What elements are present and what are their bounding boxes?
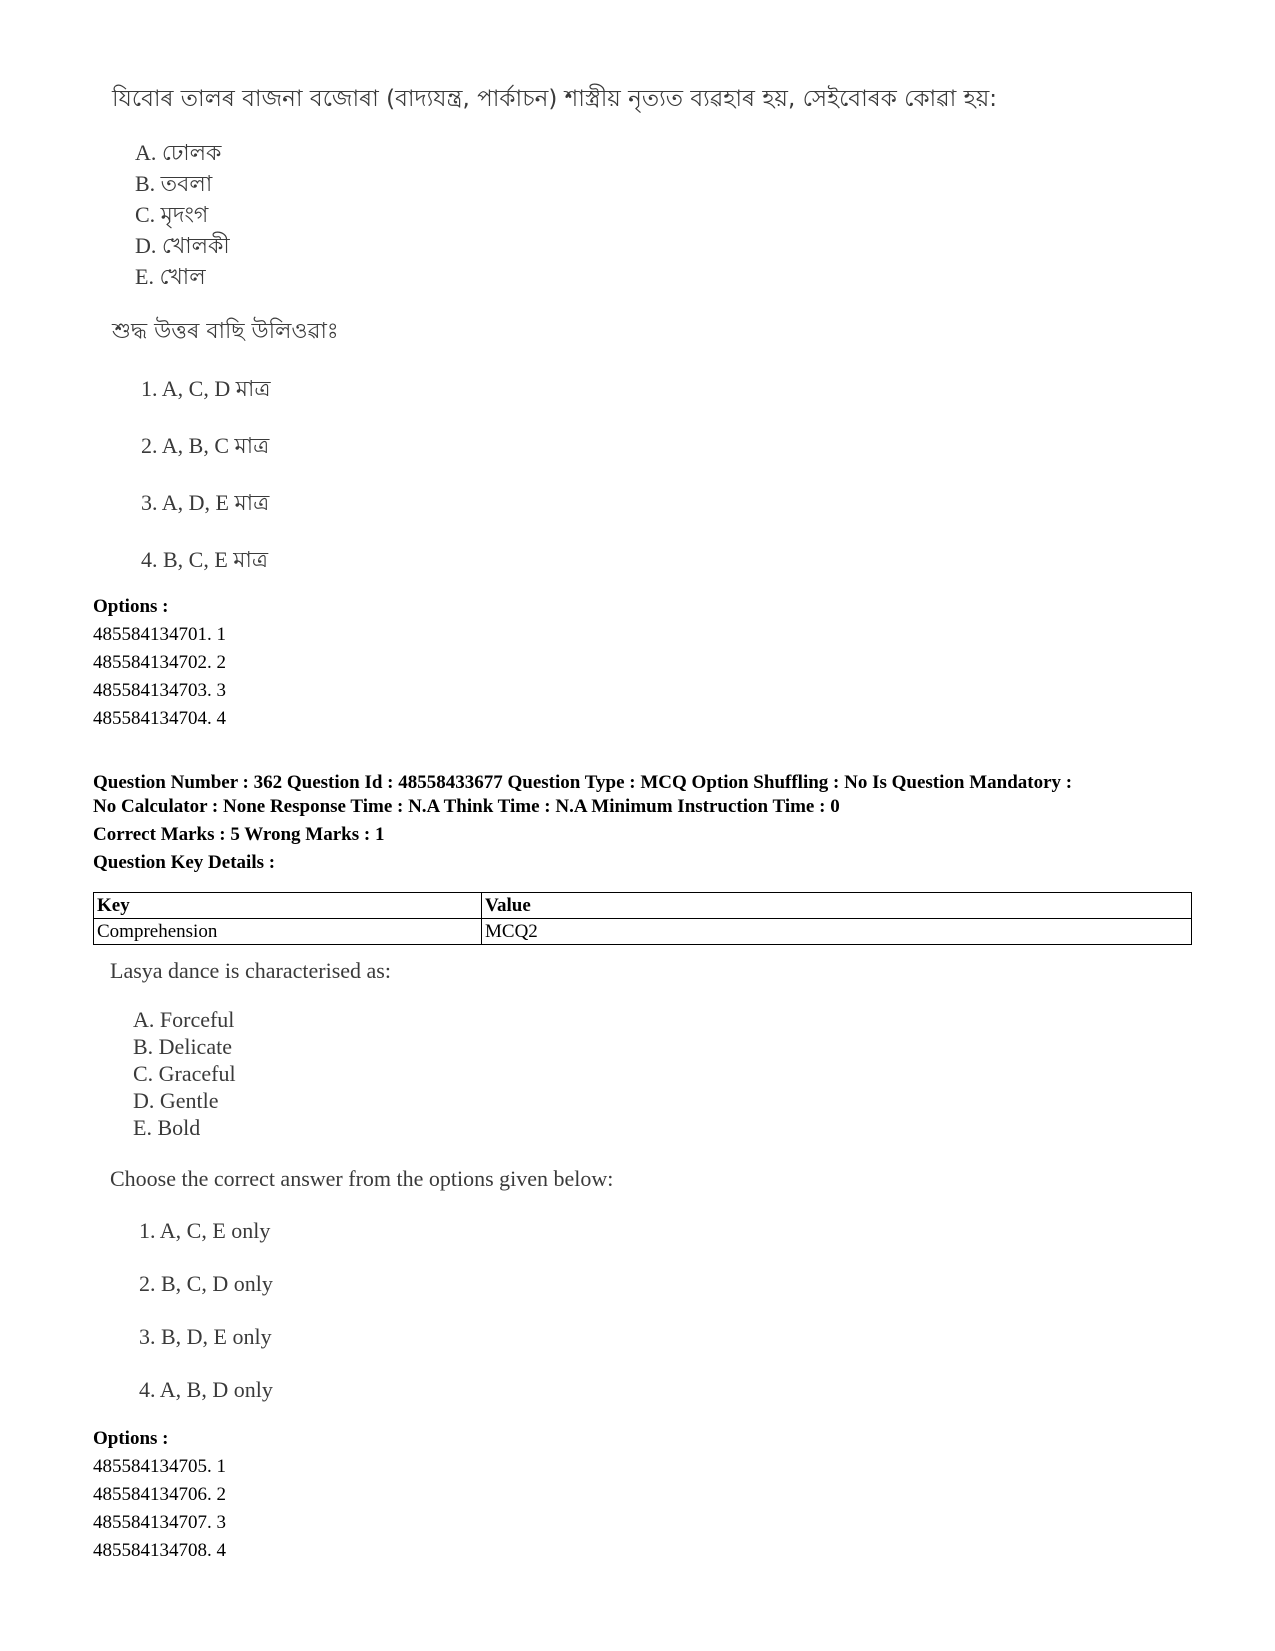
answer-choice: 1. A, C, E only bbox=[139, 1218, 271, 1243]
question-stem: Lasya dance is characterised as: bbox=[110, 958, 391, 983]
option-line: 485584134702. 2 bbox=[93, 652, 226, 673]
option-line: 485584134704. 4 bbox=[93, 708, 226, 729]
option-line: 485584134707. 3 bbox=[93, 1512, 226, 1533]
option-line: 485584134703. 3 bbox=[93, 680, 226, 701]
table-row bbox=[94, 919, 1192, 945]
answer-choice: 3. A, D, E মাত্ৰ bbox=[141, 490, 270, 515]
answer-choice: 4. B, C, E মাত্ৰ bbox=[141, 547, 269, 572]
question-meta-line2: No Calculator : None Response Time : N.A Think Time : N.A Minimum Instruction Time : 0 bbox=[93, 796, 840, 817]
statement-item: C. মৃদংগ bbox=[135, 202, 209, 227]
statement-item: D. Gentle bbox=[133, 1088, 219, 1113]
statement-item: E. খোল bbox=[135, 264, 206, 289]
options-label: Options : bbox=[93, 596, 169, 617]
option-line: 485584134708. 4 bbox=[93, 1540, 226, 1561]
table-header-key: Key bbox=[94, 893, 482, 919]
statement-item: A. ঢোলক bbox=[135, 140, 222, 165]
answer-choice: 3. B, D, E only bbox=[139, 1324, 272, 1349]
marks-line: Correct Marks : 5 Wrong Marks : 1 bbox=[93, 824, 385, 845]
table-cell: MCQ2 bbox=[482, 919, 1192, 945]
instruction-text: Choose the correct answer from the options given below: bbox=[110, 1166, 614, 1191]
key-details-label: Question Key Details : bbox=[93, 852, 276, 873]
statement-item: B. তবলা bbox=[135, 171, 213, 196]
answer-choice: 4. A, B, D only bbox=[139, 1377, 273, 1402]
question-meta-line1: Question Number : 362 Question Id : 48558433677 Question Type : MCQ Option Shuffling : No Is Question Mandatory : bbox=[93, 772, 1073, 793]
table-header-row bbox=[94, 893, 1192, 919]
statement-item: B. Delicate bbox=[133, 1034, 232, 1059]
answer-choice: 2. B, C, D only bbox=[139, 1271, 273, 1296]
option-line: 485584134705. 1 bbox=[93, 1456, 226, 1477]
statement-item: C. Graceful bbox=[133, 1061, 236, 1086]
statement-item: E. Bold bbox=[133, 1115, 201, 1140]
options-label: Options : bbox=[93, 1428, 169, 1449]
answer-choice: 1. A, C, D মাত্ৰ bbox=[141, 376, 271, 401]
option-line: 485584134701. 1 bbox=[93, 624, 226, 645]
statement-item: A. Forceful bbox=[133, 1007, 235, 1032]
table-cell: Comprehension bbox=[94, 919, 482, 945]
instruction-text: শুদ্ধ উত্তৰ বাছি উলিওৱাঃ bbox=[112, 319, 339, 344]
option-line: 485584134706. 2 bbox=[93, 1484, 226, 1505]
answer-choice: 2. A, B, C মাত্ৰ bbox=[141, 433, 270, 458]
statement-item: D. খোলকী bbox=[135, 233, 230, 258]
question-stem: যিবোৰ তালৰ বাজনা বজোৰা (বাদ্যযন্ত্ৰ, পাৰ্কাচন) শাস্ত্ৰীয় নৃত্যত ব্যৱহাৰ হয়, সেইবোৰক কোৱা হয়: bbox=[112, 86, 998, 112]
table-header-value: Value bbox=[482, 893, 1192, 919]
key-details-table bbox=[93, 892, 1192, 945]
